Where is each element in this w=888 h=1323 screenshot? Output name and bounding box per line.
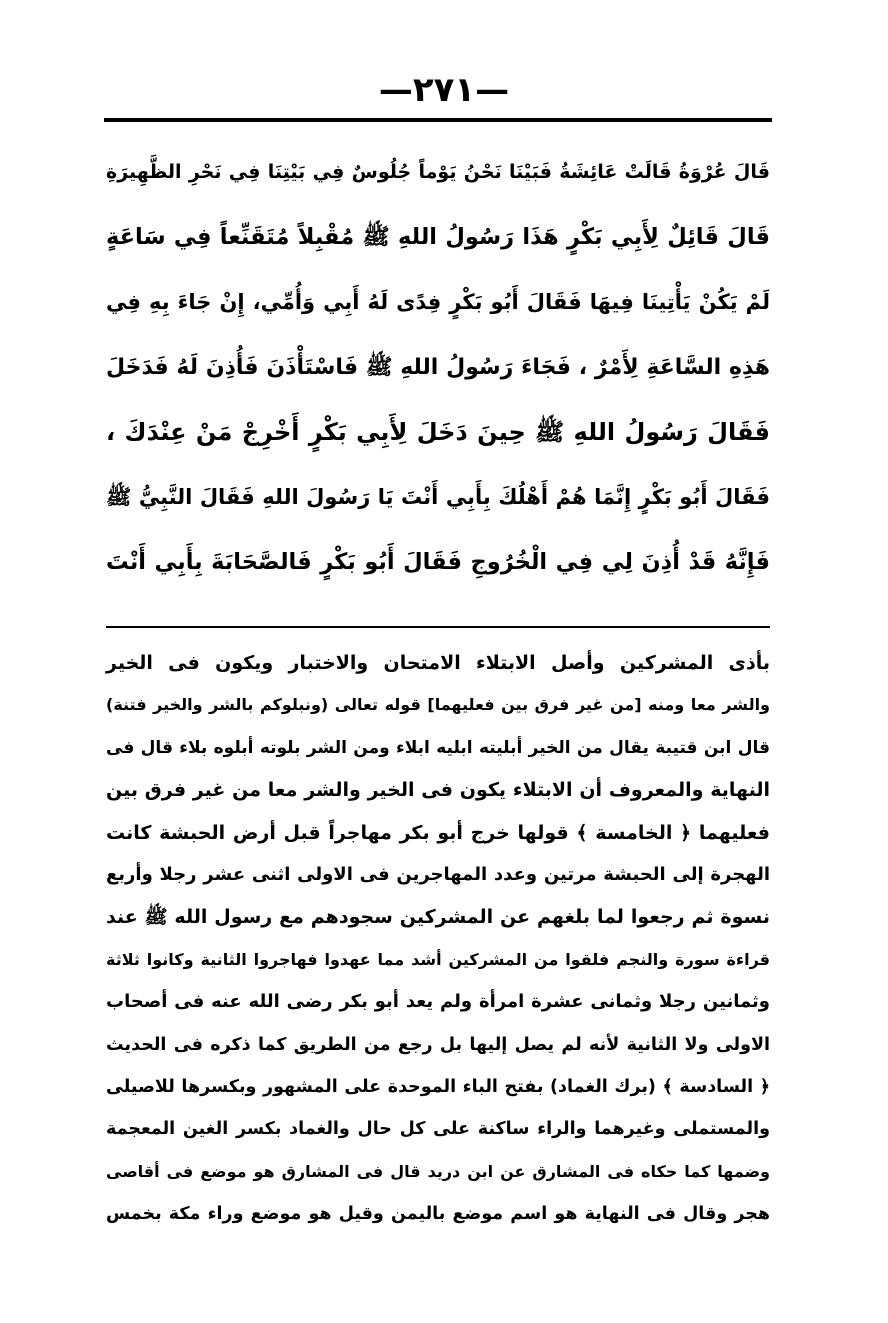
commentary-line: والمستملى وغيرهما والراء ساكنة على كل حال والغماد بكسر الغين المعجمة — [106, 1119, 770, 1140]
page-number: —٢٧١— — [378, 70, 510, 110]
main-text-line: فَقَالَ رَسُولُ اللهِ ﷺ حِينَ دَخَلَ لِأَبِي بَكْرٍ أَخْرِجْ مَنْ عِنْدَكَ ، — [106, 418, 770, 446]
main-text-line: قَالَ عُرْوَةُ قَالَتْ عَائِشَةُ فَبَيْنَا نَحْنُ يَوْماً جُلُوسٌ فِي بَيْتِنَا فِي نَحْرِ الظَّهِيرَةِ — [106, 161, 770, 183]
main-text-line: فَإِنَّهُ قَدْ أُذِنَ لِي فِي الْخُرُوجِ فَقَالَ أَبُو بَكْرٍ فَالصَّحَابَةَ بِأَبِي أَنْتَ — [106, 549, 770, 575]
page-header — [0, 70, 888, 110]
footnote-rule — [106, 626, 770, 628]
commentary-line: والشر معا ومنه [من غير فرق بين فعليهما] قوله تعالى (ونبلوكم بالشر والخير فتنة) — [106, 695, 770, 715]
commentary-line: النهاية والمعروف أن الابتلاء يكون فى الخير والشر معا من غير فرق بين — [106, 779, 770, 802]
commentary-block — [106, 642, 770, 1235]
main-text-line: فَقَالَ أَبُو بَكْرٍ إِنَّمَا هُمْ أَهْلُكَ بِأَبِي أَنْتَ يَا رَسُولَ اللهِ فَقَالَ النَّبِيُّ ﷺ — [106, 485, 770, 509]
commentary-line: بأذى المشركين وأصل الابتلاء الامتحان والاختبار ويكون فى الخير — [106, 652, 770, 674]
commentary-line: فعليهما ﴿ الخامسة ﴾ قولها خرج أبو بكر مهاجراً قبل أرض الحبشة كانت — [106, 821, 770, 844]
commentary-line: هجر وقال فى النهاية هو اسم موضع باليمن وقيل هو موضع وراء مكة بخمس — [106, 1204, 770, 1225]
main-text-block — [106, 140, 770, 595]
commentary-line: وضمها كما حكاه فى المشارق عن ابن دريد قال فى المشارق هو موضع فى أقاصى — [106, 1161, 770, 1181]
commentary-line: قراءة سورة والنجم فلقوا من المشركين أشد مما عهدوا فهاجروا الثانية وكانوا ثلاثة — [106, 949, 770, 969]
commentary-line: الهجرة إلى الحبشة مرتين وعدد المهاجرين فى الاولى اثنى عشر رجلا وأربع — [106, 863, 770, 885]
main-text-line: قَالَ قَائِلٌ لِأَبِي بَكْرٍ هَذَا رَسُولُ اللهِ ﷺ مُقْبِلاً مُتَقَنِّعاً فِي سَاعَةٍ — [106, 224, 770, 250]
commentary-line: ﴿ السادسة ﴾ (برك الغماد) بفتح الباء الموحدة على المشهور وبكسرها للاصيلى — [106, 1076, 770, 1097]
commentary-line: نسوة ثم رجعوا لما بلغهم عن المشركين سجودهم مع رسول الله ﷺ عند — [106, 906, 770, 929]
commentary-line: قال ابن قتيبة يقال من الخير أبليته ابليه ابلاء ومن الشر بلوته أبلوه بلاء قال فى — [106, 737, 770, 758]
commentary-line: الاولى ولا الثانية لأنه لم يصل إليها بل رجع من الطريق كما ذكره فى الحديث — [106, 1034, 770, 1055]
commentary-line: وثمانين رجلا وثمانى عشرة امرأة ولم يعد أبو بكر رضى الله عنه فى أصحاب — [106, 991, 770, 1013]
main-text-line: لَمْ يَكُنْ يَأْتِينَا فِيهَا فَقَالَ أَبُو بَكْرٍ فِدًى لَهُ أَبِي وَأُمِّي، إِنْ جَاءَ بِهِ فِي — [106, 290, 770, 314]
header-rule — [104, 118, 772, 122]
main-text-line: هَذِهِ السَّاعَةِ لِأَمْرٌ ، فَجَاءَ رَسُولُ اللهِ ﷺ فَاسْتَأْذَنَ فَأُذِنَ لَهُ فَدَخَلَ — [106, 355, 770, 380]
